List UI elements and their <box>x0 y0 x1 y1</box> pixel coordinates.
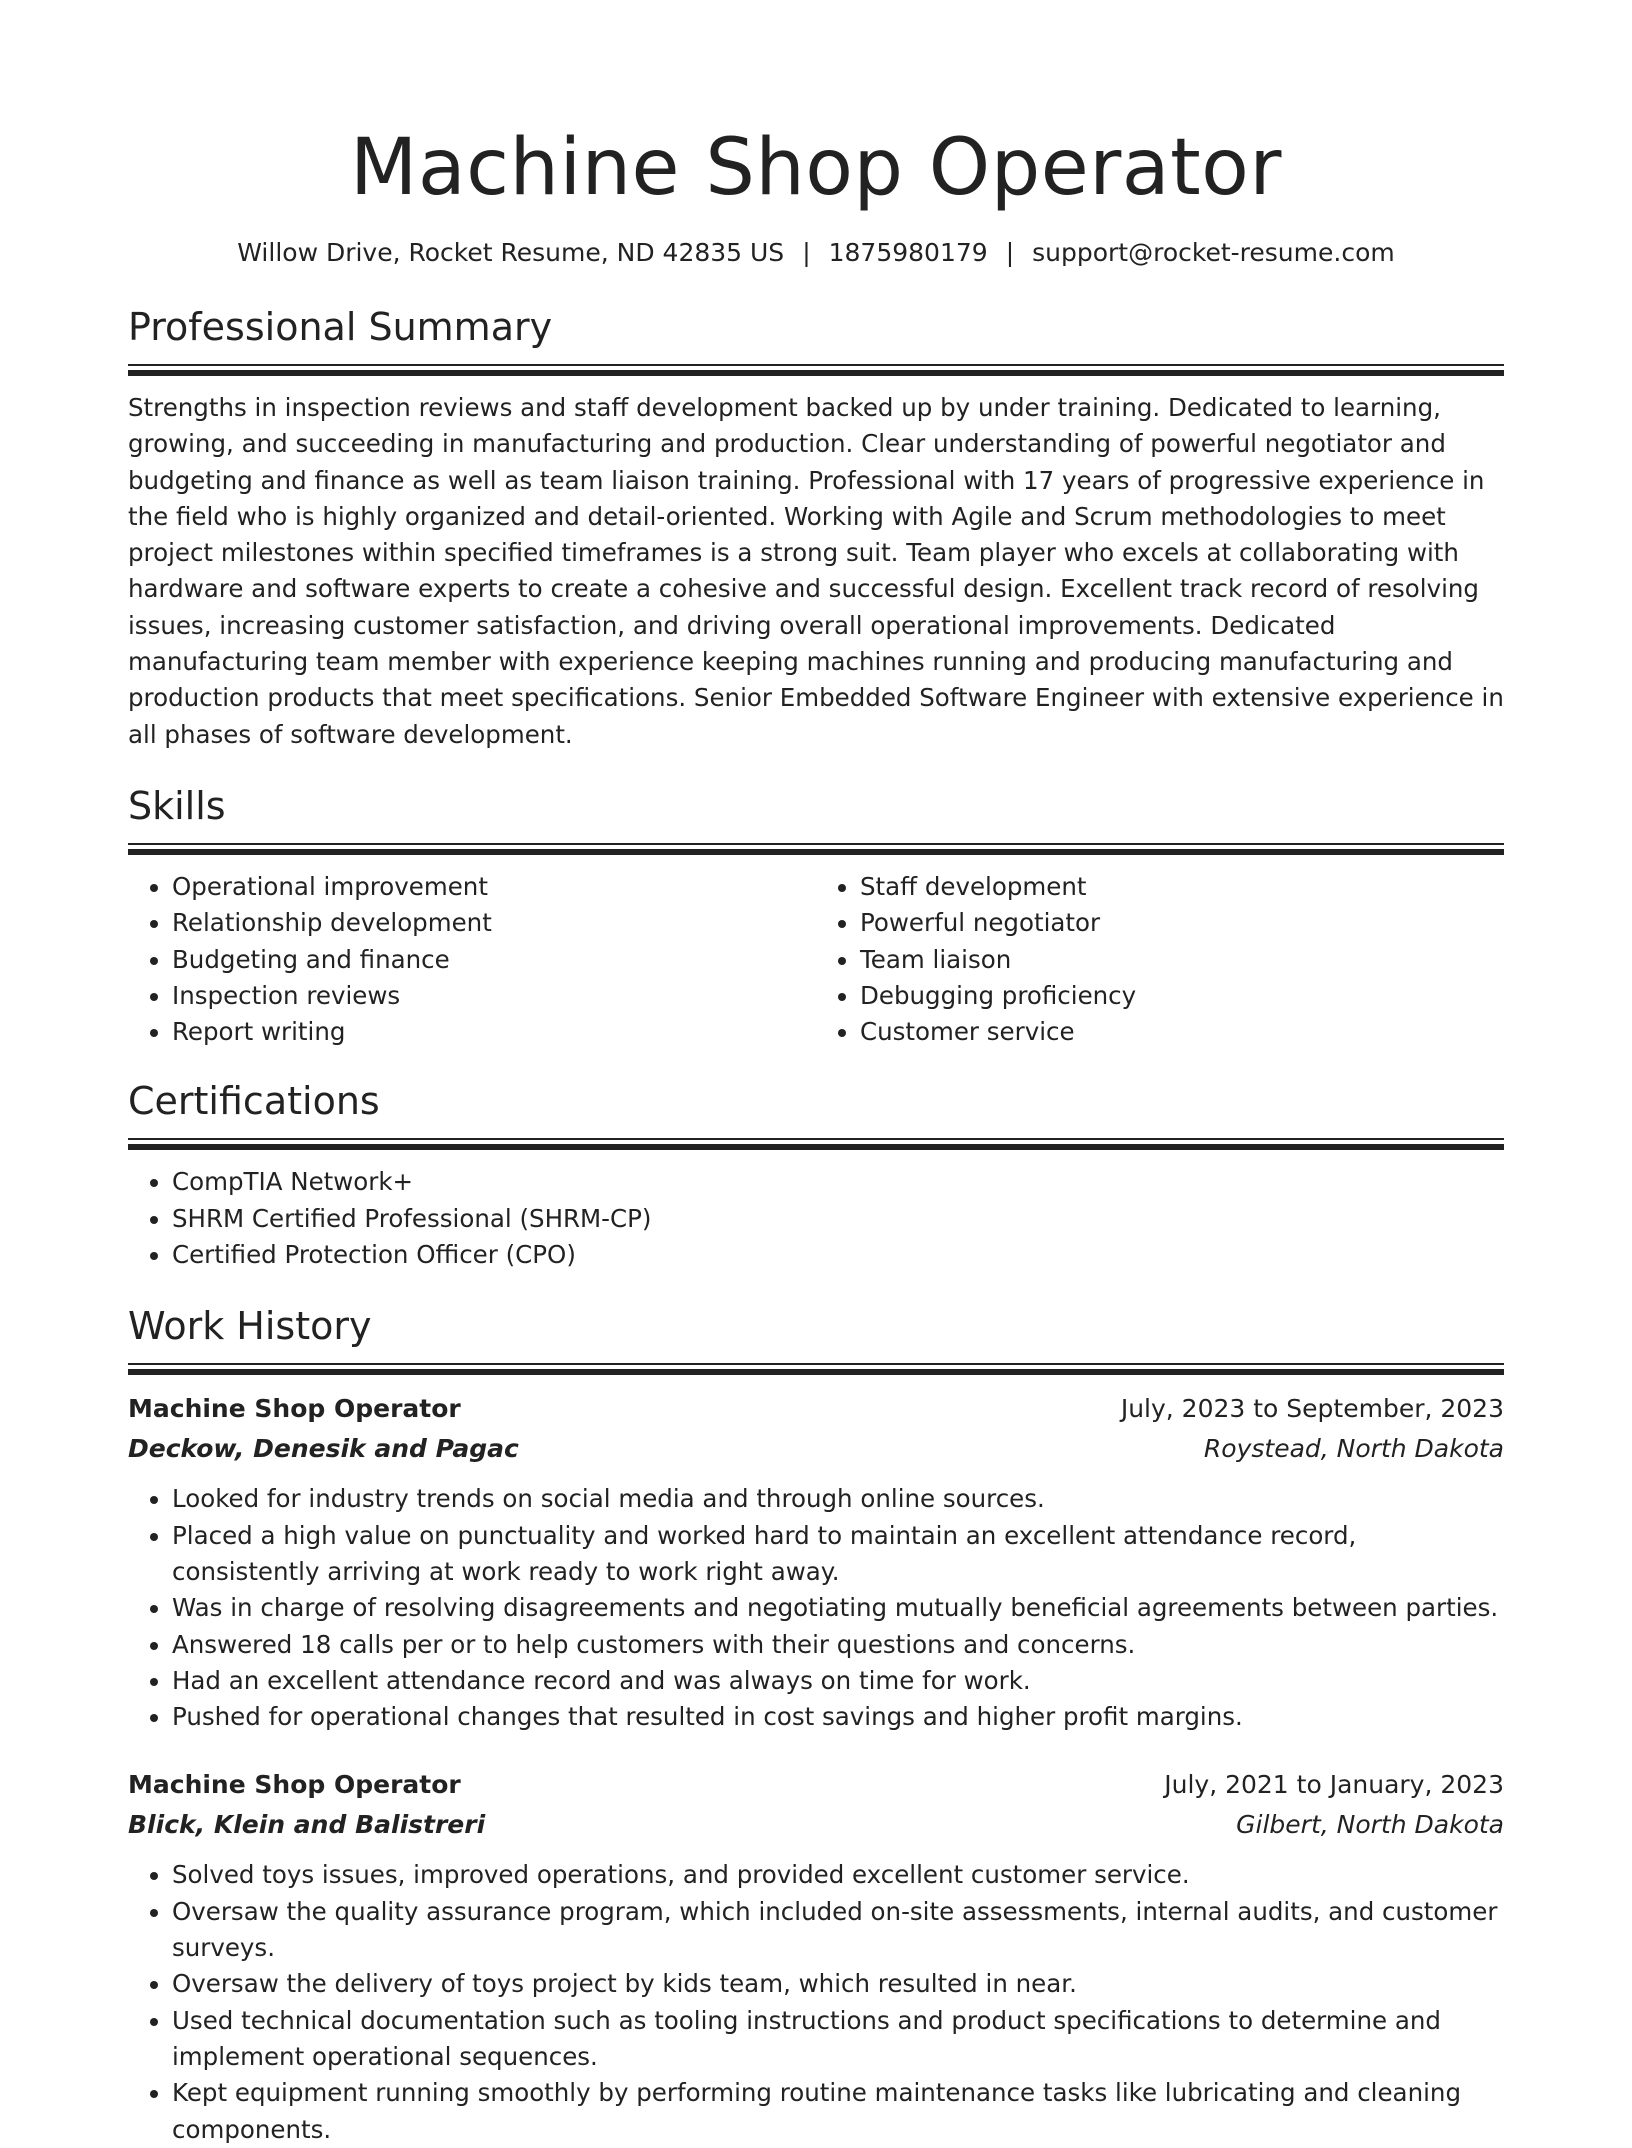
section-title-certifications: Certifications <box>128 1079 380 1124</box>
skills-section <box>128 781 1504 1050</box>
skills-list-left <box>128 869 816 1050</box>
job-entry <box>128 1389 1504 1735</box>
job-location: Gilbert, North Dakota <box>1236 1810 1504 1840</box>
job-duty: • Placed a high value on punctuality and worked hard to maintain an excellent attendance record, consistently arriving at work ready to work right away. <box>172 1518 1504 1591</box>
skill-item: • Powerful negotiator <box>860 905 1504 941</box>
section-title-summary: Professional Summary <box>128 305 553 349</box>
job-title: Machine Shop Operator <box>128 1770 461 1800</box>
certifications-section <box>128 1076 1504 1273</box>
skill-item: • Team liaison <box>860 942 1504 978</box>
contact-email: support@rocket-resume.com <box>1032 238 1395 267</box>
skill-item: • Inspection reviews <box>172 978 816 1014</box>
job-subheader-row <box>128 1805 1504 1845</box>
summary-text: Strengths in inspection reviews and staff development backed up by under training. Dedicated to learning, growing, and succeeding in manufacturing and production. Clear understanding of powerful negotiator and budgeting and finance as well as team liaison training. Professional with 17 years of progressive experience in the field who is highly organized and detail-oriented. Working with Agile and Scrum methodologies to meet project milestones within specified timeframes is a strong suit. Team player who excels at collaborating with hardware and software experts to create a cohesive and successful design. Excellent track record of resolving issues, increasing customer satisfaction, and driving overall operational improvements. Dedicated manufacturing team member with experience keeping machines running and producing manufacturing and production products that meet specifications. Senior Embedded Software Engineer with extensive experience in all phases of software development. <box>128 393 1504 749</box>
job-dates: July, 2023 to September, 2023 <box>1120 1394 1504 1424</box>
job-duty: • Had an excellent attendance record and was always on time for work. <box>172 1663 1504 1699</box>
job-duty: • Oversaw the delivery of toys project by kids team, which resulted in near. <box>172 1966 1504 2002</box>
job-duties-list <box>128 1481 1504 1735</box>
job-duties-list <box>128 1857 1504 2147</box>
job-entry <box>128 1765 1504 2147</box>
certification-item: • CompTIA Network+ <box>172 1164 1504 1200</box>
job-company: Deckow, Denesik and Pagac <box>128 1434 519 1464</box>
skills-grid <box>128 869 1504 1050</box>
certification-item: • SHRM Certified Professional (SHRM-CP) <box>172 1201 1504 1237</box>
contact-phone: 1875980179 <box>828 238 988 267</box>
resume-page <box>128 0 1504 2148</box>
certifications-list <box>128 1164 1504 1273</box>
skill-item: • Operational improvement <box>172 869 816 905</box>
summary-section <box>128 302 1504 753</box>
section-title-skills: Skills <box>128 783 226 828</box>
skills-list-right <box>816 869 1504 1050</box>
section-divider <box>128 1363 1504 1375</box>
job-duty: • Was in charge of resolving disagreements and negotiating mutually beneficial agreements between parties. <box>172 1590 1504 1626</box>
job-duty: • Looked for industry trends on social media and through online sources. <box>172 1481 1504 1517</box>
skill-item: • Staff development <box>860 869 1504 905</box>
skill-item: • Debugging proficiency <box>860 978 1504 1014</box>
skill-item: • Report writing <box>172 1014 816 1050</box>
job-duty: • Pushed for operational changes that resulted in cost savings and higher profit margins. <box>172 1699 1504 1735</box>
job-duty: • Oversaw the quality assurance program, which included on-site assessments, internal audits, and customer surveys. <box>172 1894 1504 1967</box>
job-duty: • Used technical documentation such as tooling instructions and product specifications to determine and implement operational sequences. <box>172 2003 1504 2076</box>
contact-line <box>128 236 1504 270</box>
skill-item: • Budgeting and finance <box>172 942 816 978</box>
contact-address: Willow Drive, Rocket Resume, ND 42835 US <box>237 238 785 267</box>
job-location: Roystead, North Dakota <box>1203 1434 1504 1464</box>
section-divider <box>128 364 1504 376</box>
section-divider <box>128 843 1504 855</box>
contact-separator: | <box>802 238 811 267</box>
section-title-work-history: Work History <box>128 1304 372 1349</box>
job-header-row <box>128 1765 1504 1805</box>
job-duty: • Kept equipment running smoothly by performing routine maintenance tasks like lubricating and cleaning components. <box>172 2075 1504 2148</box>
contact-separator: | <box>1005 238 1015 267</box>
job-dates: July, 2021 to January, 2023 <box>1164 1770 1504 1800</box>
job-company: Blick, Klein and Balistreri <box>128 1810 486 1840</box>
job-header-row <box>128 1389 1504 1429</box>
skill-item: • Customer service <box>860 1014 1504 1050</box>
job-subheader-row <box>128 1429 1504 1469</box>
work-history-section <box>128 1301 1504 2147</box>
resume-name: Machine Shop Operator <box>350 123 1282 213</box>
job-title: Machine Shop Operator <box>128 1394 461 1424</box>
section-divider <box>128 1138 1504 1150</box>
certification-item: • Certified Protection Officer (CPO) <box>172 1237 1504 1273</box>
skill-item: • Relationship development <box>172 905 816 941</box>
job-duty: • Answered 18 calls per or to help customers with their questions and concerns. <box>172 1627 1504 1663</box>
job-duty: • Solved toys issues, improved operations, and provided excellent customer service. <box>172 1857 1504 1893</box>
